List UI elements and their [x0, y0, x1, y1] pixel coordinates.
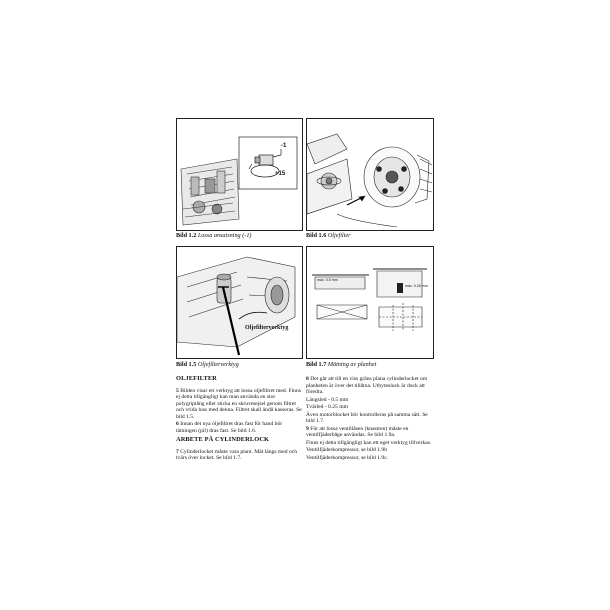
section-heading-oljefilter: OLJEFILTER: [176, 375, 217, 382]
caption-text: Oljefilter: [327, 232, 351, 239]
caption-1-6: [306, 232, 351, 239]
caption-1-5: [176, 361, 239, 368]
section-heading-cylinderlock: ARBETE PÅ CYLINDERLOCK: [176, 436, 270, 443]
caption-text: Mätning av planhet: [327, 361, 377, 368]
paragraph-text: Innan det nya oljefiltret dras fast för hand bör tätningen (pil) dras fast. Se bild 1.6.: [176, 421, 283, 434]
filter-tool-illustration: [177, 247, 302, 358]
tool-label: Oljefilterverktyg: [245, 325, 289, 331]
caption-number: Bild 1.2: [176, 232, 197, 239]
spec-transverse: Tvärled - 0.25 mm: [306, 404, 348, 410]
paragraph-text: Det går att till en viss gräns plana cylinderlocket om planheten är över det tillåtna. Utbyteslock är dock att föredra.: [306, 376, 428, 395]
left-text-column: [176, 376, 303, 463]
paragraph-7: [176, 449, 303, 462]
paragraph-number: 6: [176, 421, 179, 427]
paragraph-number: 7: [176, 448, 179, 455]
paragraph-number: 5: [176, 387, 179, 394]
flatness-measure-illustration: [307, 247, 433, 358]
paragraph-number: 9: [306, 425, 309, 432]
paragraph-5: [176, 388, 303, 421]
caption-text: Oljefilterverktyg: [197, 361, 239, 368]
paragraph-text: Bilden visar ett verktyg att lossa oljefiltret med. Finns ej detta tillgängligt kan man använda en stor polygriptång eller sticka en skruvmejsel genom filtret och vrida loss med denna. Filtret skall ändå kasseras. Se bild 1.5.: [176, 387, 302, 420]
measure-top-label: max. 0.5 mm: [317, 278, 338, 282]
paragraph-text: Cylinderlocket måste vara plant. Mät längs med och tvärs över locket. Se bild 1.7.: [176, 448, 298, 461]
measure-side-label: max. 0.25 mm: [405, 284, 428, 288]
paragraph-9: [306, 426, 434, 439]
compressor-ref-b: Ventilfjäderkompressor, se bild 1.9b: [306, 447, 388, 453]
callout-minus-1: -1: [281, 143, 287, 149]
caption-number: Bild 1.5: [176, 361, 197, 368]
figure-1-5: [176, 246, 303, 359]
paragraph-8: [306, 376, 434, 396]
caption-text: Lossa ansatsning (-1): [197, 232, 252, 239]
caption-number: Bild 1.7: [306, 361, 327, 368]
engine-block-note: Även motorblocket bör kontrolleras på samma sätt. Se bild 1.7.: [306, 411, 428, 424]
figure-1-6: [306, 118, 434, 231]
right-text-column: [306, 376, 434, 462]
caption-1-7: [306, 361, 376, 368]
paragraph-text: För att lossa ventillåsen (knastren) måste en ventilfjäderbåge användas. Se bild 1.9a.: [306, 425, 409, 438]
oil-filter-illustration: [307, 119, 433, 230]
caption-1-2: [176, 232, 251, 239]
compressor-ref-c: Ventilfjäderkompressor, se bild 1.9c.: [306, 454, 389, 461]
paragraph-6: [176, 421, 303, 434]
callout-plus-15: +15: [275, 171, 286, 177]
figure-1-2: [176, 118, 303, 231]
own-tool-note: Finns ej detta tillgängligt kan ett eget verktyg tillverkas.: [306, 439, 432, 446]
paragraph-number: 8: [306, 376, 309, 382]
figure-1-7: [306, 246, 434, 359]
spec-longitudinal: Längsled - 0.5 mm: [306, 396, 349, 403]
caption-number: Bild 1.6: [306, 232, 327, 239]
